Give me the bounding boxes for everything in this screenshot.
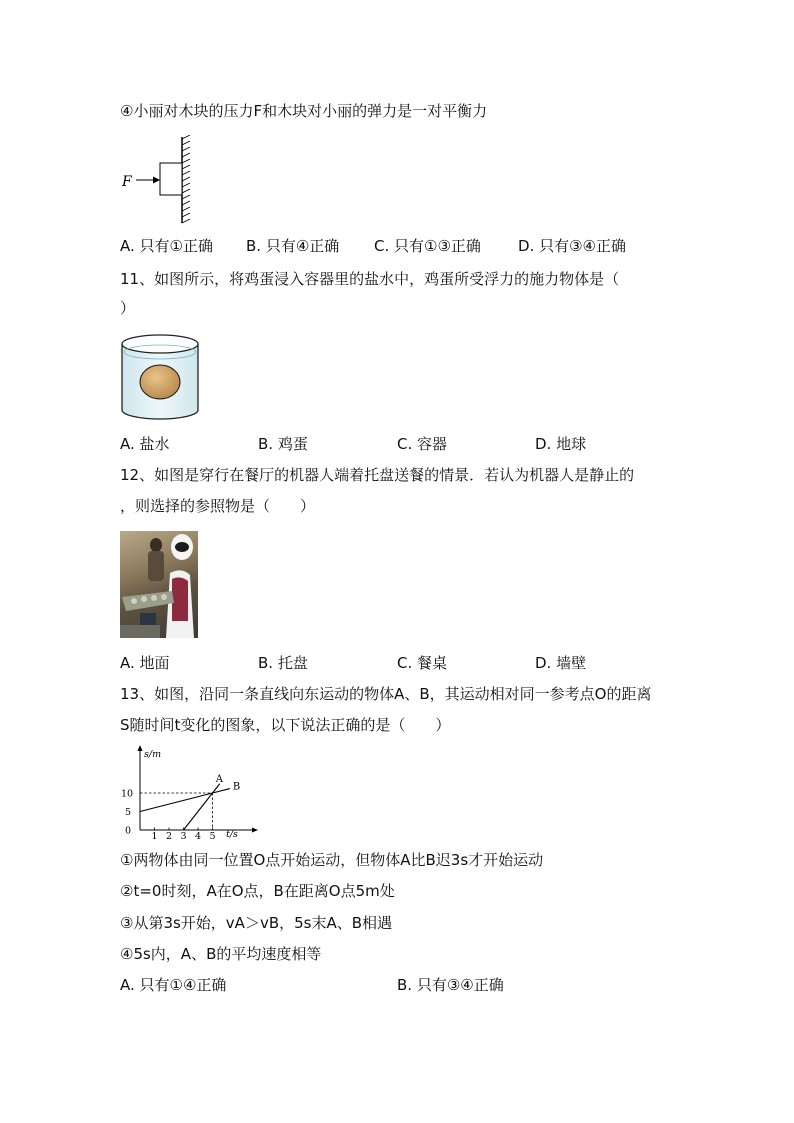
q12-stem-line1: 12、如图是穿行在餐厅的机器人端着托盘送餐的情景．若认为机器人是静止的: [120, 466, 635, 484]
q11-stem-line1: 11、如图所示，将鸡蛋浸入容器里的盐水中，鸡蛋所受浮力的施力物体是（: [120, 270, 620, 288]
q11-option-d[interactable]: D. 地球: [535, 435, 587, 453]
series-label-B: B: [232, 781, 241, 793]
q11-option-b[interactable]: B. 鸡蛋: [258, 435, 308, 453]
q12-robot-photo: [120, 531, 198, 638]
q11-stem-line2: ）: [120, 299, 136, 317]
q11-option-a[interactable]: A. 盐水: [120, 435, 170, 453]
x-tick-label-4: 4: [195, 831, 202, 840]
q11-option-c[interactable]: C. 容器: [397, 435, 448, 453]
q13-stem-line1: 13、如图，沿同一条直线向东运动的物体A、B，其运动相对同一参考点O的距离: [120, 685, 652, 703]
series-line-A: [184, 784, 220, 830]
q11-beaker-figure: [118, 330, 202, 422]
q10-option-d[interactable]: D. 只有③④正确: [518, 237, 626, 255]
q10-option-b[interactable]: B. 只有④正确: [246, 237, 340, 255]
q13-st-graph: [115, 744, 280, 840]
y-tick-label-10: 10: [121, 788, 134, 800]
q13-option-b[interactable]: B. 只有③④正确: [397, 976, 504, 994]
y-axis-arrow: [138, 745, 143, 751]
force-label: F: [122, 174, 132, 190]
x-tick-label-3: 3: [180, 831, 187, 840]
q13-statement-4: ④5s内，A、B的平均速度相等: [120, 945, 322, 963]
q10-option-c[interactable]: C. 只有①③正确: [374, 237, 481, 255]
x-tick-label-5: 5: [209, 831, 216, 840]
q10-statement-4: ④小丽对木块的压力F和木块对小丽的弹力是一对平衡力: [120, 102, 488, 120]
q12-option-b[interactable]: B. 托盘: [258, 654, 308, 672]
q13-option-a[interactable]: A. 只有①④正确: [120, 976, 227, 994]
x-axis-arrow: [252, 828, 258, 833]
y-tick-label-0: 0: [125, 825, 132, 837]
q10-figure: [118, 135, 198, 227]
x-axis-label: t/s: [226, 829, 238, 840]
q13-statement-1: ①两物体由同一位置O点开始运动，但物体A比B迟3s才开始运动: [120, 851, 544, 869]
q12-stem-line2: ，则选择的参照物是（ ）: [120, 497, 316, 515]
q13-stem-line2: S随时间t变化的图象，以下说法正确的是（ ）: [120, 716, 451, 734]
q12-option-d[interactable]: D. 墙壁: [535, 654, 587, 672]
q12-option-a[interactable]: A. 地面: [120, 654, 170, 672]
series-line-B: [140, 789, 230, 812]
q10-option-a[interactable]: A. 只有①正确: [120, 237, 213, 255]
wood-block: [160, 163, 182, 195]
x-tick-label-2: 2: [166, 831, 173, 840]
q12-option-c[interactable]: C. 餐桌: [397, 654, 448, 672]
x-tick-label-1: 1: [151, 831, 158, 840]
q13-statement-3: ③从第3s开始，vA＞vB，5s末A、B相遇: [120, 914, 393, 932]
series-label-A: A: [215, 773, 223, 785]
y-axis-label: s/m: [144, 749, 162, 760]
egg: [140, 365, 180, 399]
y-tick-label-5: 5: [125, 807, 132, 818]
q13-statement-2: ②t=0时刻，A在O点，B在距离O点5m处: [120, 882, 395, 900]
